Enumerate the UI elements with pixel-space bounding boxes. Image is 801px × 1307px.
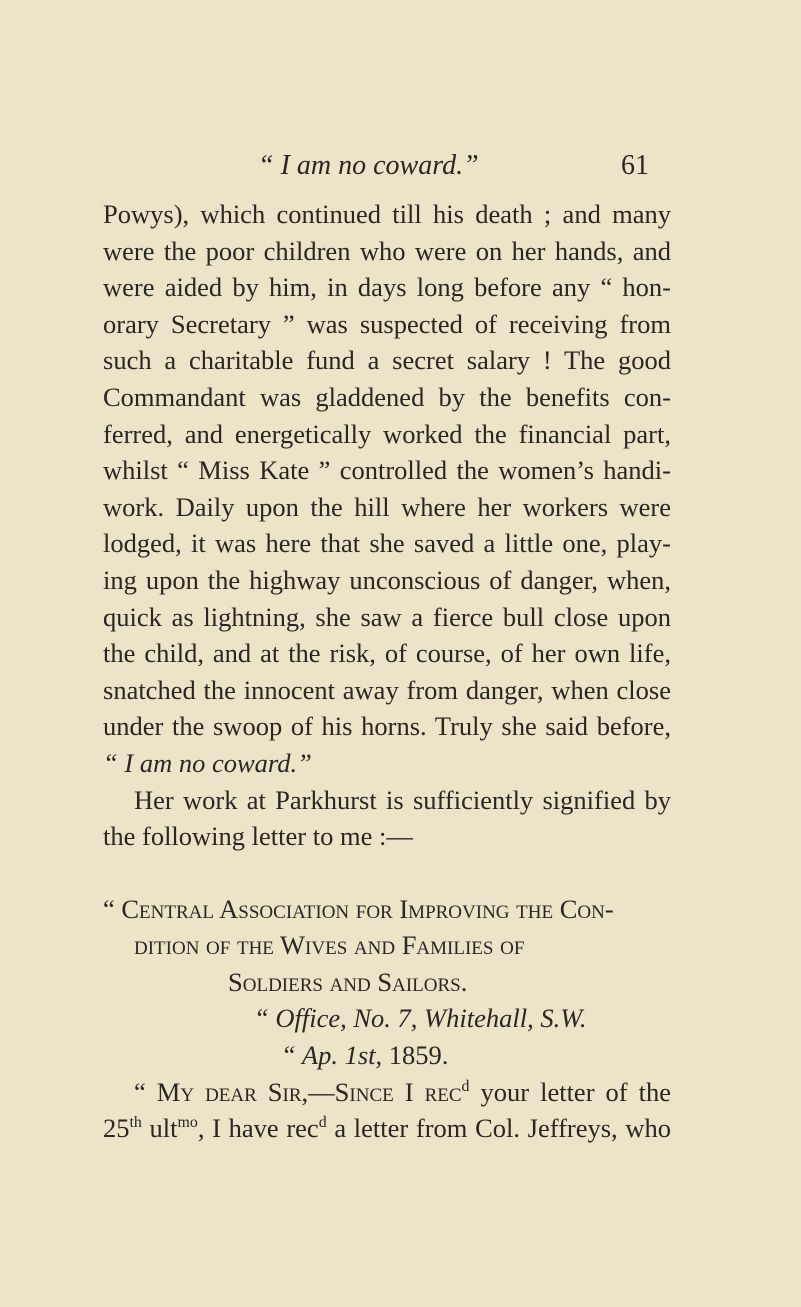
date-year: 1859.	[382, 1040, 449, 1071]
text-line: orary Secretary ” was suspected of receiving from	[103, 308, 671, 339]
letter-text: your letter of the	[469, 1076, 671, 1107]
letter-text: ult	[141, 1113, 178, 1144]
text-line: were aided by him, in days long before any “ hon-	[103, 272, 671, 303]
letter-address	[103, 1000, 671, 1073]
text-line: whilst “ Miss Kate ” controlled the women’s handi-	[103, 455, 671, 486]
page-number: 61	[621, 150, 649, 181]
text-line: the following letter to me :—	[103, 821, 413, 852]
letter-text: 25	[103, 1113, 130, 1144]
superscript: d	[318, 1114, 327, 1132]
letter-line	[103, 1110, 671, 1147]
text-line: snatched the innocent away from danger, when close	[103, 674, 671, 705]
text-line: were the poor children who were on her hands, and	[103, 235, 671, 266]
text-line: work. Daily upon the hill where her workers were	[103, 491, 671, 522]
superscript: th	[129, 1114, 142, 1132]
body-text	[103, 196, 671, 1147]
heading-line: Soldiers and Sailors.	[228, 966, 468, 997]
date-prefix: “ Ap. 1st,	[281, 1040, 383, 1071]
text-line: quick as lightning, she saw a fierce bull close upon	[103, 601, 671, 632]
letter-text: a letter from Col. Jeffreys, who	[326, 1113, 671, 1144]
letter-heading	[103, 891, 671, 1001]
text-line: Commandant was gladdened by the benefits con-	[103, 381, 671, 412]
superscript: d	[461, 1077, 470, 1095]
text-line: ferred, and energetically worked the financial part,	[103, 418, 671, 449]
running-title: “ I am no coward.”	[258, 150, 479, 181]
heading-line: dition of the Wives and Families of	[134, 930, 525, 961]
text-line: Powys), which continued till his death ; and many	[103, 199, 671, 229]
paragraph-2	[103, 782, 671, 855]
salutation: “ My dear Sir,—Since I rec	[134, 1076, 462, 1107]
text-line: ing upon the highway unconscious of danger, when,	[103, 564, 671, 595]
address-date	[103, 1037, 671, 1074]
address-office: “ Office, No. 7, Whitehall, S.W.	[254, 1003, 587, 1034]
paragraph-1	[103, 196, 671, 782]
letter-body	[103, 1074, 671, 1147]
text-line: Her work at Parkhurst is sufficiently signified by	[134, 784, 671, 815]
letter-line	[103, 1074, 671, 1111]
text-line: lodged, it was here that she saved a little one, play-	[103, 528, 671, 559]
superscript: mo	[177, 1114, 198, 1132]
text-line-quote: “ I am no coward.”	[103, 747, 312, 778]
text-line: the child, and at the risk, of course, of her own life,	[103, 638, 671, 669]
text-line: under the swoop of his horns. Truly she said before,	[103, 711, 671, 742]
page-header	[0, 150, 801, 190]
letter-text: , I have rec	[197, 1113, 319, 1144]
text-line: such a charitable fund a secret salary ! The good	[103, 345, 671, 376]
heading-line: “ Central Association for Improving the Con-	[103, 893, 614, 924]
